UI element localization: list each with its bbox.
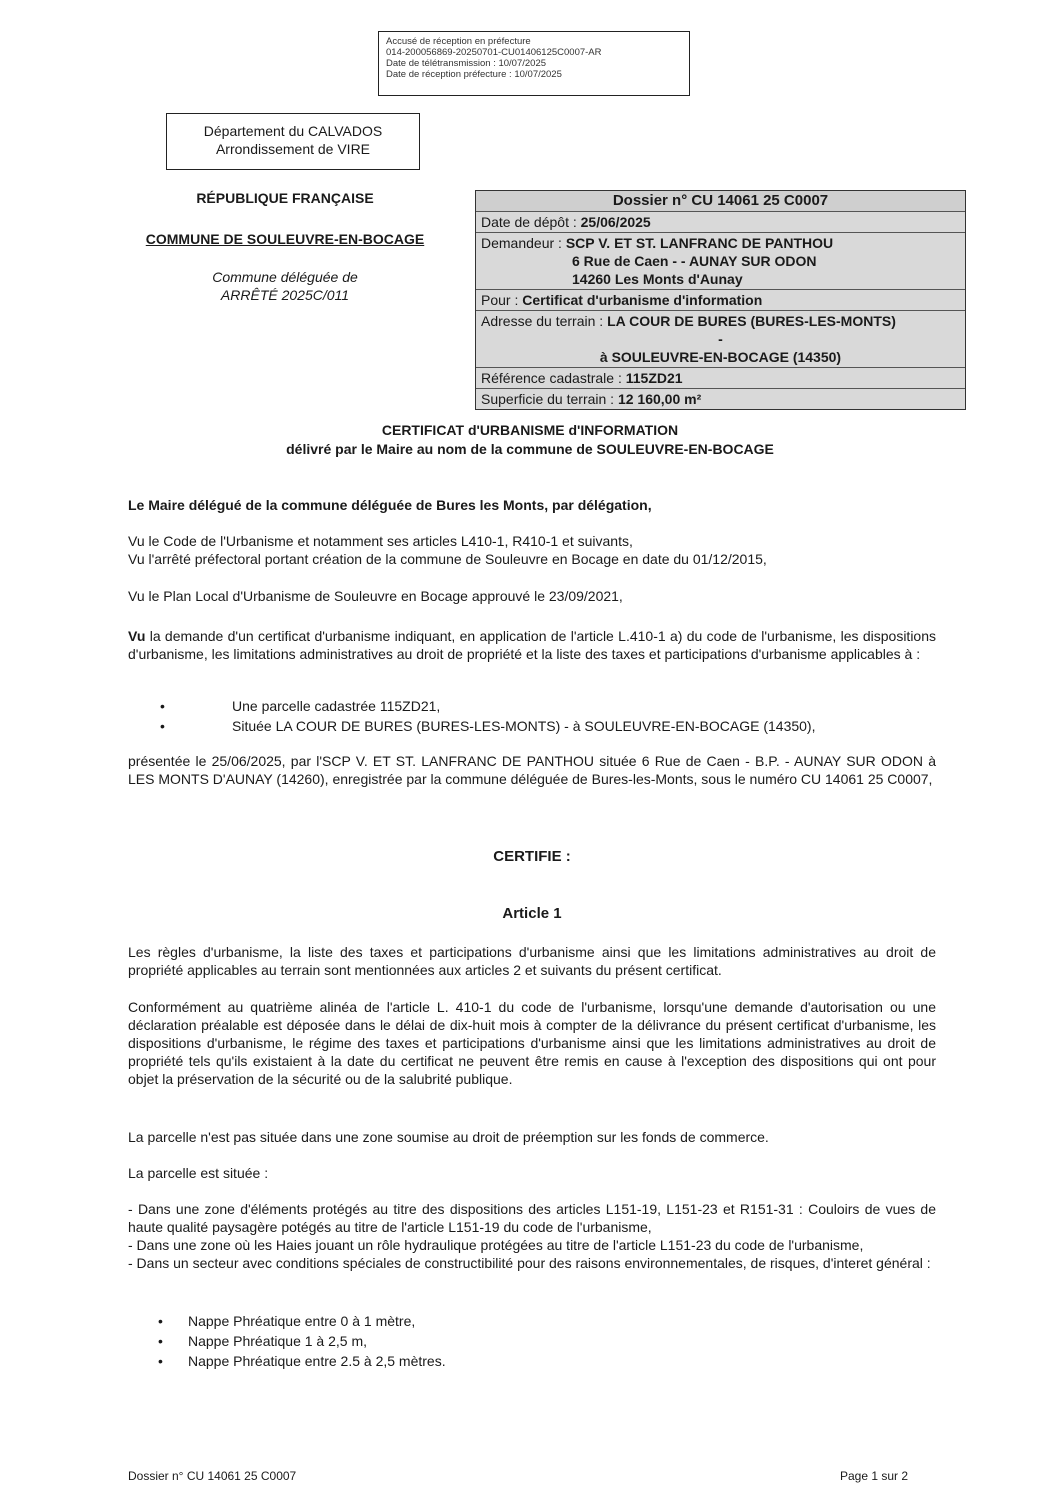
vu-line-1: Vu le Code de l'Urbanisme et notamment ses articles L410-1, R410-1 et suivants, <box>128 533 633 549</box>
vu-code-urbanisme <box>128 532 936 568</box>
reference-label: Référence cadastrale : <box>481 370 626 386</box>
vu-plu: Vu le Plan Local d'Urbanisme de Souleuvre en Bocage approuvé le 23/09/2021, <box>128 588 623 604</box>
dossier-adresse <box>476 310 965 367</box>
presentee-statement: présentée le 25/06/2025, par l'SCP V. ET ST. LANFRANC DE PANTHOU située 6 Rue de Caen - B.P. - AUNAY SUR ODON à LES MONTS D'AUNAY (14260), enregistrée par la commune déléguée de Bures-les-Monts, sous le numéro CU 14061 25 C0007, <box>128 753 936 787</box>
demandeur-address-2: 14260 Les Monts d'Aunay <box>572 271 743 287</box>
zone-item-1: - Dans une zone d'éléments protégés au titre des dispositions des articles L151-19, L151-23 et R151-31 : Couloirs de vues de haute qualité paysagère potégés au titre de l'article L151-19 du code de l'urbanisme, <box>128 1201 936 1235</box>
bullet-icon: • <box>158 1353 163 1369</box>
stamp-line: Date de réception préfecture : 10/07/2025 <box>386 69 562 80</box>
footer-dossier-number: Dossier n° CU 14061 25 C0007 <box>128 1469 297 1483</box>
demandeur-address-1: 6 Rue de Caen - - AUNAY SUR ODON <box>572 253 817 269</box>
arrete-number: ARRÊTÉ 2025C/011 <box>220 287 350 303</box>
bullet-text: Une parcelle cadastrée 115ZD21, <box>232 698 441 714</box>
reference-value: 115ZD21 <box>625 370 683 386</box>
list-item <box>128 696 936 716</box>
article-1-paragraph-4: La parcelle est située : <box>128 1165 269 1181</box>
stamp-line: 014-200056869-20250701-CU01406125C0007-AR <box>386 47 602 58</box>
dossier-superficie <box>476 388 965 409</box>
depot-value: 25/06/2025 <box>580 214 651 230</box>
bullet-text: Située LA COUR DE BURES (BURES-LES-MONTS) - à SOULEUVRE-EN-BOCAGE (14350), <box>232 718 816 734</box>
bullet-icon: • <box>158 1313 163 1329</box>
article-1-paragraph-3: La parcelle n'est pas située dans une zone soumise au droit de préemption sur les fonds de commerce. <box>128 1129 769 1145</box>
stamp-line: Date de télétransmission : 10/07/2025 <box>386 58 547 69</box>
dossier-title: Dossier n° CU 14061 25 C0007 <box>476 191 965 211</box>
bullet-icon: • <box>160 698 165 714</box>
zone-item-2: - Dans une zone où les Haies jouant un rôle hydraulique protégées au titre de l'article L151-23 du code de l'urbanisme, <box>128 1237 864 1253</box>
maire-statement: Le Maire délégué de la commune déléguée de Bures les Monts, par délégation, <box>128 497 652 513</box>
vu-demande <box>128 627 936 663</box>
bullet-icon: • <box>160 718 165 734</box>
article-1-paragraph-1: Les règles d'urbanisme, la liste des taxes et participations d'urbanisme ainsi que les limitations administratives au droit de propriété applicables au terrain sont mentionnées aux articles 2 et suivants du présent certificat. <box>128 944 936 978</box>
dossier-depot <box>476 211 965 232</box>
commune-heading: COMMUNE DE SOULEUVRE-EN-BOCAGE <box>145 231 425 247</box>
dossier-demandeur <box>476 232 965 289</box>
commune-deleguee-label: Commune déléguée de <box>212 269 358 285</box>
department-box <box>166 113 420 170</box>
parcel-bullets <box>128 696 936 736</box>
bullet-text: Nappe Phréatique entre 0 à 1 mètre, <box>188 1313 416 1329</box>
footer-page-number: Page 1 sur 2 <box>840 1469 909 1483</box>
depot-label: Date de dépôt : <box>481 214 581 230</box>
adresse-value: LA COUR DE BURES (BURES-LES-MONTS) <box>607 313 896 329</box>
superficie-label: Superficie du terrain : <box>481 391 618 407</box>
bullet-text: Nappe Phréatique entre 2.5 à 2,5 mètres. <box>188 1353 446 1369</box>
reception-stamp <box>378 31 690 96</box>
pour-label: Pour : <box>481 292 523 308</box>
adresse-dash: - <box>718 331 723 347</box>
bullet-icon: • <box>158 1333 163 1349</box>
list-item <box>150 1311 930 1331</box>
arrete-reference <box>180 268 390 304</box>
adresse-value-2: à SOULEUVRE-EN-BOCAGE (14350) <box>599 349 842 365</box>
vu-demande-bold: Vu <box>128 628 146 644</box>
adresse-label: Adresse du terrain : <box>481 313 608 329</box>
vu-demande-text: la demande d'un certificat d'urbanisme indiquant, en application de l'article L.410-1 a) du code de l'urbanisme, les dispositions d'urbanisme, les limitations administratives au droit de propriété et la liste des taxes et participations d'urbanisme applicables à : <box>128 628 936 662</box>
demandeur-value: SCP V. ET ST. LANFRANC DE PANTHOU <box>565 235 834 251</box>
bullet-text: Nappe Phréatique 1 à 2,5 m, <box>188 1333 368 1349</box>
dossier-pour <box>476 289 965 310</box>
pour-value: Certificat d'urbanisme d'information <box>522 292 763 308</box>
superficie-value: 12 160,00 m² <box>617 391 702 407</box>
arrondissement-name: Arrondissement de VIRE <box>215 141 371 157</box>
republique-heading: RÉPUBLIQUE FRANÇAISE <box>196 190 374 206</box>
article-1-paragraph-2: Conformément au quatrième alinéa de l'article L. 410-1 du code de l'urbanisme, lorsqu'une demande d'autorisation ou une déclaration préalable est déposée dans le délai de dix-huit mois à compter de la délivrance du présent certificat d'urbanisme, les dispositions d'urbanisme, le régime des taxes et participations d'urbanisme ainsi que les limitations administratives au droit de propriété tels qu'ils existaient à la date du certificat ne peuvent être remis en cause à l'exception des dispositions qui ont pour objet la préservation de la sécurité ou de la salubrité publique. <box>128 999 936 1087</box>
list-item <box>150 1331 930 1351</box>
list-item <box>128 716 936 736</box>
nappe-list <box>150 1311 930 1371</box>
vu-line-2: Vu l'arrêté préfectoral portant création de la commune de Souleuvre en Bocage en date du 01/12/2015, <box>128 551 767 567</box>
certificate-title-line-2: délivré par le Maire au nom de la commune de SOULEUVRE-EN-BOCAGE <box>286 441 774 457</box>
certificate-title <box>100 421 960 459</box>
certificate-title-line-1: CERTIFICAT d'URBANISME d'INFORMATION <box>381 422 679 438</box>
demandeur-label: Demandeur : <box>481 235 566 251</box>
zone-item-3: - Dans un secteur avec conditions spéciales de constructibilité pour des raisons environnementales, de risques, d'interet général : <box>128 1255 931 1271</box>
department-name: Département du CALVADOS <box>203 123 383 139</box>
list-item <box>150 1351 930 1371</box>
dossier-reference <box>476 367 965 388</box>
zone-list <box>128 1200 936 1272</box>
dossier-box <box>475 190 966 410</box>
certifie-heading: CERTIFIE : <box>493 848 571 865</box>
article-1-heading: Article 1 <box>502 905 562 922</box>
stamp-line: Accusé de réception en préfecture <box>386 36 531 47</box>
